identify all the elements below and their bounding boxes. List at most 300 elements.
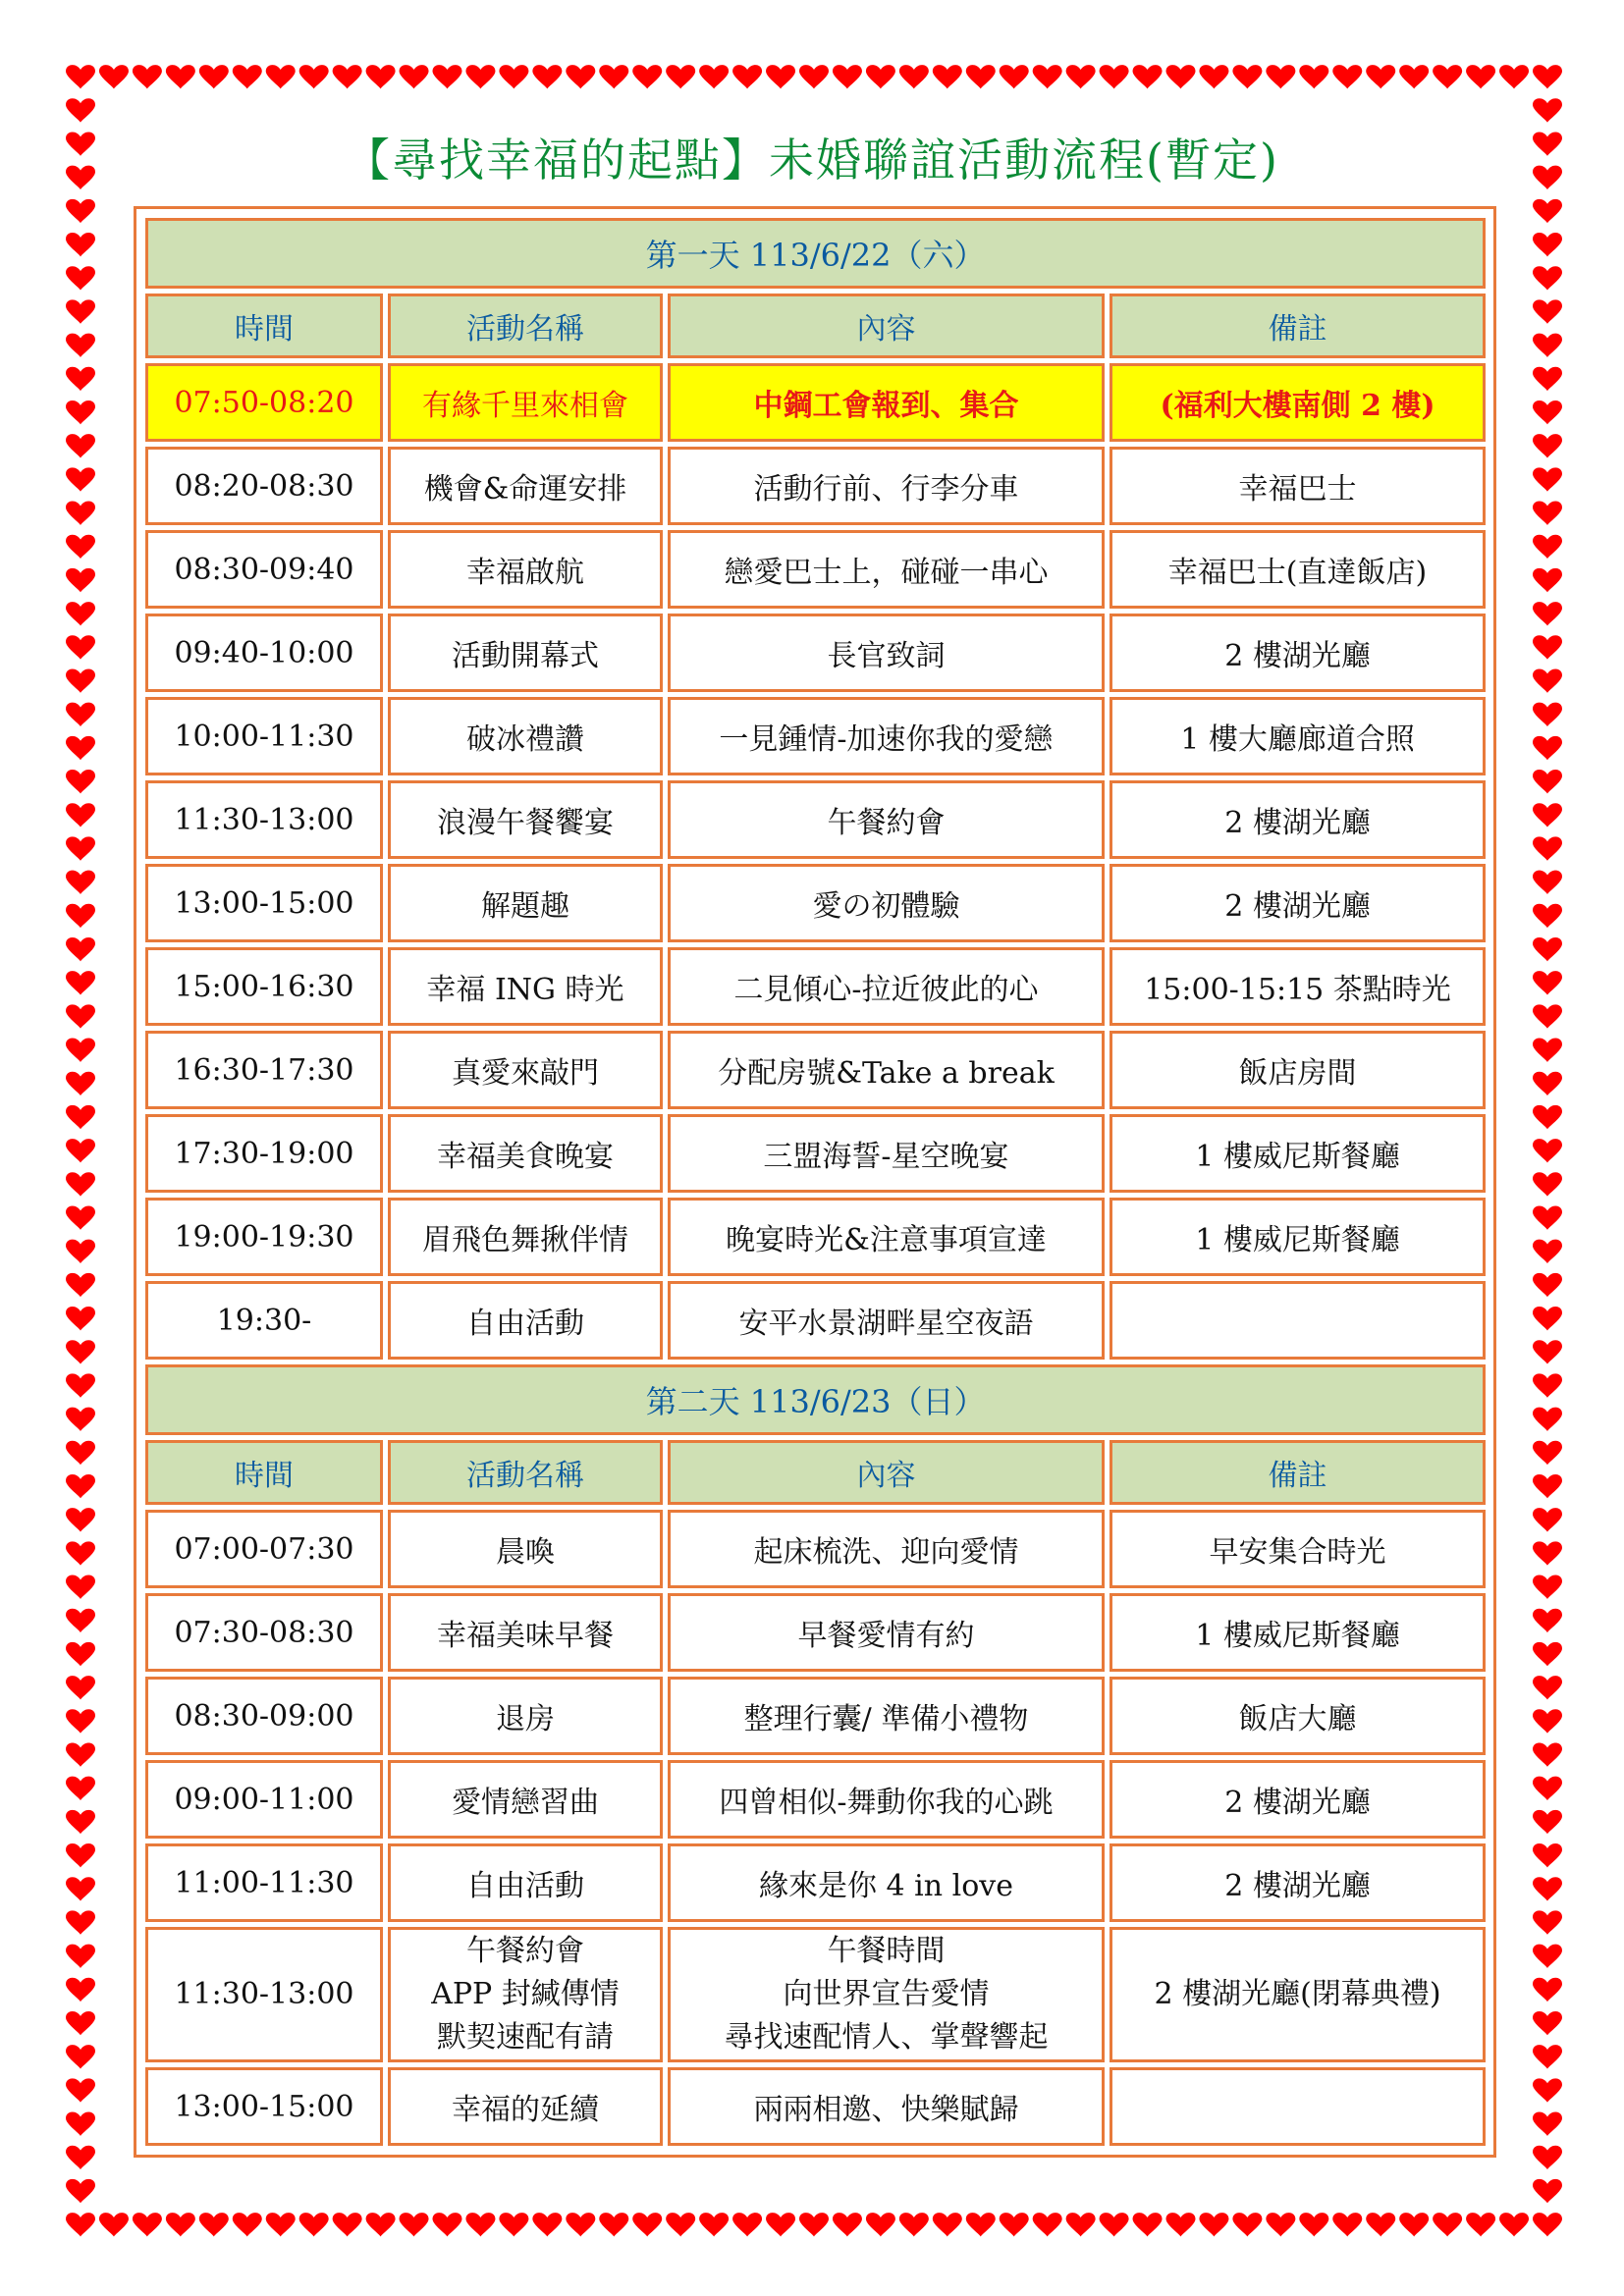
heart-icon — [299, 65, 329, 88]
table-row — [145, 1843, 1486, 1922]
activity-name-cell: 幸福美味早餐 — [388, 1593, 663, 1672]
heart-icon — [66, 467, 95, 491]
activity-name-cell: 破冰禮讚 — [388, 697, 663, 775]
schedule-table — [140, 213, 1490, 2151]
heart-icon — [1533, 467, 1562, 491]
heart-icon — [66, 1373, 95, 1397]
table-row — [145, 947, 1486, 1026]
time-cell: 11:30-13:00 — [145, 1927, 383, 2062]
table-row — [145, 1114, 1486, 1193]
header-content: 內容 — [668, 294, 1105, 358]
header-note: 備註 — [1110, 294, 1486, 358]
heart-icon — [1133, 2213, 1163, 2236]
note-cell: 2 樓湖光廳 — [1110, 1760, 1486, 1839]
heart-icon — [1499, 65, 1529, 88]
day2-header-row — [145, 1364, 1486, 1435]
heart-icon — [1533, 502, 1562, 525]
activity-name-cell: 解題趣 — [388, 864, 663, 942]
table-row — [145, 864, 1486, 942]
heart-icon — [66, 1541, 95, 1565]
heart-icon — [66, 98, 95, 122]
content-cell: 中鋼工會報到、集合 — [668, 363, 1105, 442]
heart-icon — [1000, 65, 1029, 88]
heart-icon — [1533, 770, 1562, 793]
heart-icon — [66, 1742, 95, 1766]
heart-icon — [465, 65, 495, 88]
heart-icon — [66, 1139, 95, 1162]
heart-icon — [1533, 535, 1562, 559]
note-cell: 早安集合時光 — [1110, 1510, 1486, 1588]
header-time: 時間 — [145, 294, 383, 358]
note-cell: 1 樓威尼斯餐廳 — [1110, 1114, 1486, 1193]
content-cell: 午餐約會 — [668, 780, 1105, 859]
heart-icon — [1533, 1441, 1562, 1465]
time-cell: 08:30-09:40 — [145, 530, 383, 609]
table-row — [145, 1281, 1486, 1360]
activity-name-cell: 幸福啟航 — [388, 530, 663, 609]
table-row — [145, 447, 1486, 525]
heart-icon — [66, 1408, 95, 1431]
heart-icon — [1533, 1172, 1562, 1196]
heart-icon — [233, 65, 262, 88]
heart-icon — [1533, 2146, 1562, 2169]
heart-icon — [66, 1810, 95, 1834]
heart-icon — [1299, 2213, 1328, 2236]
heart-icon — [1533, 1072, 1562, 1095]
heart-icon — [1000, 2213, 1029, 2236]
heart-icon — [433, 65, 462, 88]
note-cell: 幸福巴士 — [1110, 447, 1486, 525]
content-cell: 兩兩相邀、快樂賦歸 — [668, 2067, 1105, 2146]
heart-icon — [66, 1843, 95, 1867]
activity-name-cell-line: 午餐約會 — [466, 1934, 584, 1968]
heart-icon — [1533, 1742, 1562, 1766]
heart-icon — [1466, 65, 1495, 88]
heart-icon — [1533, 1307, 1562, 1330]
heart-icon — [933, 65, 962, 88]
heart-icon — [66, 836, 95, 860]
time-cell: 07:00-07:30 — [145, 1510, 383, 1588]
activity-name-cell: 真愛來敲門 — [388, 1031, 663, 1109]
heart-icon — [66, 1910, 95, 1934]
heart-icon — [333, 65, 362, 88]
heart-icon — [1533, 2078, 1562, 2102]
heart-icon — [1499, 2213, 1529, 2236]
heart-icon — [1100, 2213, 1129, 2236]
note-cell: (福利大樓南側 2 樓) — [1110, 363, 1486, 442]
heart-icon — [1399, 65, 1429, 88]
heart-icon — [1199, 65, 1228, 88]
heart-icon — [66, 1340, 95, 1363]
heart-icon — [66, 1676, 95, 1699]
heart-icon — [799, 2213, 829, 2236]
heart-icon — [166, 65, 195, 88]
heart-icon — [66, 1441, 95, 1465]
note-cell: 1 樓威尼斯餐廳 — [1110, 1198, 1486, 1276]
heart-icon — [66, 299, 95, 323]
heart-icon — [66, 1978, 95, 2002]
heart-icon — [1266, 2213, 1295, 2236]
heart-icon — [1533, 65, 1562, 88]
content-cell: 整理行囊/ 準備小禮物 — [668, 1677, 1105, 1755]
heart-icon — [133, 65, 162, 88]
heart-icon — [1466, 2213, 1495, 2236]
heart-icon — [1232, 65, 1262, 88]
heart-icon — [66, 568, 95, 592]
heart-icon — [1533, 233, 1562, 256]
activity-name-cell: 機會&命運安排 — [388, 447, 663, 525]
heart-icon — [66, 434, 95, 457]
heart-icon — [1533, 1575, 1562, 1599]
heart-icon — [1166, 65, 1196, 88]
heart-icon — [66, 602, 95, 625]
heart-icon — [866, 2213, 895, 2236]
note-cell: 飯店房間 — [1110, 1031, 1486, 1109]
heart-icon — [66, 65, 95, 88]
content-cell-line: 午餐時間 — [827, 1934, 946, 1968]
heart-icon — [66, 1609, 95, 1632]
activity-name-cell-line: 默契速配有請 — [437, 2020, 614, 2055]
header-note: 備註 — [1110, 1440, 1486, 1505]
heart-icon — [66, 1777, 95, 1800]
heart-icon — [1433, 2213, 1462, 2236]
heart-icon — [1332, 2213, 1362, 2236]
heart-icon — [266, 65, 296, 88]
heart-icon — [1533, 434, 1562, 457]
heart-icon — [66, 770, 95, 793]
heart-icon — [1533, 1240, 1562, 1263]
heart-icon — [66, 1474, 95, 1498]
heart-icon — [1533, 299, 1562, 323]
content-cell: 緣來是你 4 in love — [668, 1843, 1105, 1922]
heart-icon — [66, 871, 95, 894]
header-activity-name: 活動名稱 — [388, 294, 663, 358]
heart-icon — [699, 2213, 729, 2236]
time-cell: 11:30-13:00 — [145, 780, 383, 859]
heart-icon — [1133, 65, 1163, 88]
heart-icon — [66, 233, 95, 256]
note-cell: 1 樓大廳廊道合照 — [1110, 697, 1486, 775]
activity-name-cell: 幸福美食晚宴 — [388, 1114, 663, 1193]
heart-icon — [1100, 65, 1129, 88]
heart-icon — [1399, 2213, 1429, 2236]
heart-icon — [66, 736, 95, 760]
heart-icon — [66, 1945, 95, 1968]
content-cell-line: 尋找速配情人、掌聲響起 — [724, 2020, 1049, 2055]
table-row — [145, 1031, 1486, 1109]
heart-icon — [66, 1273, 95, 1297]
activity-name-cell-line: APP 封緘傳情 — [431, 1977, 620, 2011]
heart-icon — [66, 1004, 95, 1028]
heart-icon — [1533, 1273, 1562, 1297]
activity-name-cell: 退房 — [388, 1677, 663, 1755]
note-cell: 飯店大廳 — [1110, 1677, 1486, 1755]
heart-icon — [1033, 65, 1062, 88]
heart-icon — [1066, 2213, 1096, 2236]
content-cell: 一見鍾情-加速你我的愛戀 — [668, 697, 1105, 775]
heart-icon — [1533, 1709, 1562, 1733]
heart-icon — [66, 535, 95, 559]
heart-icon — [133, 2213, 162, 2236]
heart-icon — [333, 2213, 362, 2236]
heart-icon — [499, 2213, 528, 2236]
heart-icon — [1533, 736, 1562, 760]
activity-name-cell: 浪漫午餐饗宴 — [388, 780, 663, 859]
heart-icon — [732, 2213, 762, 2236]
table-row — [145, 780, 1486, 859]
day-label: 第二天 113/6/23（日） — [145, 1364, 1486, 1435]
heart-icon — [66, 266, 95, 290]
time-cell: 10:00-11:30 — [145, 697, 383, 775]
heart-icon — [966, 2213, 996, 2236]
heart-icon — [66, 1307, 95, 1330]
heart-icon — [1533, 1039, 1562, 1062]
heart-icon — [1299, 65, 1328, 88]
heart-icon — [66, 1172, 95, 1196]
heart-icon — [66, 635, 95, 659]
table-row — [145, 2067, 1486, 2146]
heart-icon — [233, 2213, 262, 2236]
time-cell: 15:00-16:30 — [145, 947, 383, 1026]
time-cell: 08:30-09:00 — [145, 1677, 383, 1755]
heart-icon — [1533, 98, 1562, 122]
time-cell: 09:00-11:00 — [145, 1760, 383, 1839]
column-header-row — [145, 294, 1486, 358]
heart-icon — [1066, 65, 1096, 88]
note-cell: 2 樓湖光廳(閉幕典禮) — [1110, 1927, 1486, 2062]
heart-icon — [1533, 2112, 1562, 2136]
activity-name-cell: 有緣千里來相會 — [388, 363, 663, 442]
heart-icon — [899, 65, 929, 88]
content-cell: 早餐愛情有約 — [668, 1593, 1105, 1672]
heart-icon — [400, 2213, 429, 2236]
schedule-frame — [134, 206, 1496, 2158]
time-cell: 17:30-19:00 — [145, 1114, 383, 1193]
heart-icon — [1533, 1105, 1562, 1129]
heart-icon — [1533, 1676, 1562, 1699]
heart-icon — [1266, 65, 1295, 88]
heart-icon — [66, 2011, 95, 2035]
content-cell: 起床梳洗、迎向愛情 — [668, 1510, 1105, 1588]
heart-icon — [1533, 367, 1562, 391]
heart-icon — [99, 2213, 129, 2236]
heart-icon — [1533, 568, 1562, 592]
heart-icon — [66, 400, 95, 424]
table-row — [145, 1677, 1486, 1755]
time-cell: 08:20-08:30 — [145, 447, 383, 525]
heart-icon — [66, 668, 95, 692]
table-row — [145, 363, 1486, 442]
content-cell: 分配房號&Take a break — [668, 1031, 1105, 1109]
activity-name-cell: 幸福的延續 — [388, 2067, 663, 2146]
heart-icon — [66, 2146, 95, 2169]
time-cell: 07:30-08:30 — [145, 1593, 383, 1672]
heart-icon — [66, 502, 95, 525]
content-cell: 晚宴時光&注意事項宣達 — [668, 1198, 1105, 1276]
table-row — [145, 530, 1486, 609]
note-cell — [1110, 2067, 1486, 2146]
note-cell: 2 樓湖光廳 — [1110, 780, 1486, 859]
heart-icon — [1533, 1373, 1562, 1397]
table-row — [145, 614, 1486, 692]
heart-icon — [1533, 1810, 1562, 1834]
heart-icon — [66, 367, 95, 391]
heart-icon — [1533, 1340, 1562, 1363]
day1-header-row — [145, 218, 1486, 289]
header-content: 內容 — [668, 1440, 1105, 1505]
heart-icon — [465, 2213, 495, 2236]
activity-name-cell: 眉飛色舞揪伴情 — [388, 1198, 663, 1276]
heart-icon — [1533, 199, 1562, 223]
content-cell: 戀愛巴士上，碰碰一串心 — [668, 530, 1105, 609]
heart-icon — [366, 65, 396, 88]
heart-icon — [1232, 2213, 1262, 2236]
heart-icon — [66, 904, 95, 928]
heart-icon — [1533, 266, 1562, 290]
heart-icon — [199, 65, 229, 88]
heart-icon — [66, 199, 95, 223]
table-row — [145, 1198, 1486, 1276]
note-cell — [1110, 1281, 1486, 1360]
activity-name-cell: 自由活動 — [388, 1843, 663, 1922]
heart-icon — [933, 2213, 962, 2236]
heart-icon — [1533, 1205, 1562, 1229]
heart-icon — [632, 65, 662, 88]
heart-icon — [1533, 1945, 1562, 1968]
content-cell: 安平水景湖畔星空夜語 — [668, 1281, 1105, 1360]
heart-icon — [1533, 904, 1562, 928]
heart-icon — [66, 2112, 95, 2136]
note-cell: 1 樓威尼斯餐廳 — [1110, 1593, 1486, 1672]
activity-name-cell — [388, 1927, 663, 2062]
heart-icon — [1533, 937, 1562, 961]
heart-icon — [1533, 1910, 1562, 1934]
heart-icon — [66, 2179, 95, 2203]
time-cell: 16:30-17:30 — [145, 1031, 383, 1109]
heart-icon — [1366, 65, 1395, 88]
heart-icon — [66, 334, 95, 357]
heart-icon — [1533, 871, 1562, 894]
heart-icon — [1533, 668, 1562, 692]
heart-icon — [1533, 1777, 1562, 1800]
note-cell: 2 樓湖光廳 — [1110, 1843, 1486, 1922]
heart-icon — [1199, 2213, 1228, 2236]
heart-icon — [1533, 1609, 1562, 1632]
heart-icon — [66, 2045, 95, 2068]
time-cell: 13:00-15:00 — [145, 864, 383, 942]
heart-icon — [66, 803, 95, 827]
heart-icon — [1433, 65, 1462, 88]
heart-icon — [99, 65, 129, 88]
heart-icon — [1533, 803, 1562, 827]
heart-icon — [1533, 1004, 1562, 1028]
heart-icon — [1533, 2045, 1562, 2068]
note-cell: 2 樓湖光廳 — [1110, 864, 1486, 942]
heart-icon — [66, 1642, 95, 1666]
table-row — [145, 1593, 1486, 1672]
activity-name-cell: 晨喚 — [388, 1510, 663, 1588]
content-cell: 活動行前、行李分車 — [668, 447, 1105, 525]
heart-icon — [532, 65, 562, 88]
heart-icon — [599, 65, 628, 88]
time-cell: 13:00-15:00 — [145, 2067, 383, 2146]
heart-icon — [1533, 635, 1562, 659]
heart-icon — [566, 2213, 595, 2236]
note-cell: 2 樓湖光廳 — [1110, 614, 1486, 692]
heart-icon — [833, 65, 862, 88]
activity-name-cell: 幸福 ING 時光 — [388, 947, 663, 1026]
heart-icon — [1366, 2213, 1395, 2236]
activity-name-cell: 活動開幕式 — [388, 614, 663, 692]
column-header-row — [145, 1440, 1486, 1505]
heart-icon — [66, 1709, 95, 1733]
heart-icon — [66, 1240, 95, 1263]
heart-icon — [899, 2213, 929, 2236]
table-row — [145, 1927, 1486, 2062]
heart-icon — [199, 2213, 229, 2236]
heart-icon — [1533, 1642, 1562, 1666]
content-cell: 二見傾心-拉近彼此的心 — [668, 947, 1105, 1026]
heart-icon — [666, 65, 695, 88]
activity-name-cell: 自由活動 — [388, 1281, 663, 1360]
heart-icon — [1533, 1541, 1562, 1565]
activity-name-cell: 愛情戀習曲 — [388, 1760, 663, 1839]
heart-icon — [1533, 1408, 1562, 1431]
heart-icon — [1533, 2011, 1562, 2035]
heart-icon — [866, 65, 895, 88]
heart-icon — [666, 2213, 695, 2236]
heart-icon — [1533, 836, 1562, 860]
heart-icon — [66, 1877, 95, 1900]
heart-icon — [1533, 1474, 1562, 1498]
heart-icon — [699, 65, 729, 88]
heart-icon — [66, 703, 95, 726]
heart-icon — [166, 2213, 195, 2236]
time-cell: 19:00-19:30 — [145, 1198, 383, 1276]
heart-icon — [732, 65, 762, 88]
heart-icon — [1533, 1508, 1562, 1531]
heart-icon — [1533, 2213, 1562, 2236]
heart-icon — [366, 2213, 396, 2236]
heart-icon — [66, 2213, 95, 2236]
heart-icon — [66, 937, 95, 961]
heart-icon — [433, 2213, 462, 2236]
note-cell: 幸福巴士(直達飯店) — [1110, 530, 1486, 609]
heart-icon — [532, 2213, 562, 2236]
heart-icon — [766, 2213, 795, 2236]
heart-icon — [66, 971, 95, 994]
time-cell: 09:40-10:00 — [145, 614, 383, 692]
heart-icon — [66, 1105, 95, 1129]
time-cell: 19:30- — [145, 1281, 383, 1360]
time-cell: 11:00-11:30 — [145, 1843, 383, 1922]
heart-icon — [1533, 2179, 1562, 2203]
heart-icon — [1533, 1978, 1562, 2002]
table-row — [145, 1510, 1486, 1588]
content-cell — [668, 1927, 1105, 2062]
heart-icon — [400, 65, 429, 88]
heart-icon — [66, 1072, 95, 1095]
heart-icon — [966, 65, 996, 88]
heart-icon — [1533, 1877, 1562, 1900]
table-row — [145, 697, 1486, 775]
heart-icon — [66, 2078, 95, 2102]
page-title: 【尋找幸福的起點】未婚聯誼活動流程(暫定) — [345, 133, 1279, 187]
day-label: 第一天 113/6/22（六） — [145, 218, 1486, 289]
heart-icon — [833, 2213, 862, 2236]
content-cell-line: 向世界宣告愛情 — [783, 1977, 990, 2011]
heart-icon — [1533, 703, 1562, 726]
